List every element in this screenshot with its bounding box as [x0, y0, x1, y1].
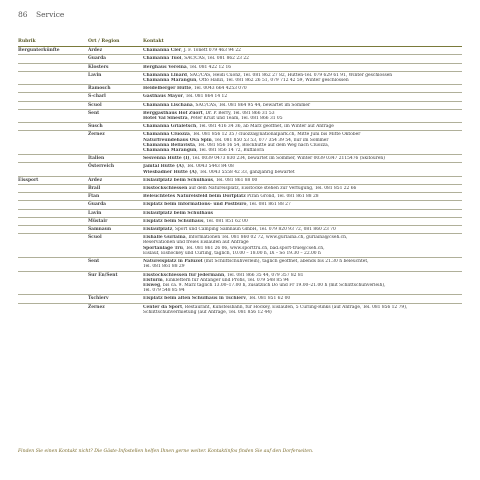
contact-details: , Dr. P. Berry, Tel. 081 866 31 53 [202, 110, 275, 116]
table-row [18, 123, 462, 131]
contact-details: (mit Schlittschuhverleih), täglich geöffnet, abends bis 21.30 h beleuchtet, [202, 259, 369, 265]
table-row [18, 271, 462, 295]
contact-name: Chamanna Cler [143, 48, 182, 54]
contact-details: Reservationen und freies Eislaufen auf Anfrage [143, 240, 249, 246]
ort-cell: Ardez [88, 176, 143, 184]
ort-cell: Italien [88, 155, 143, 163]
kontakt-cell [143, 85, 462, 93]
rubrik-cell [18, 109, 88, 122]
kontakt-cell [143, 71, 462, 84]
contact-line [143, 264, 462, 269]
contact-details: , bis ca. 9. März täglich 13.00–17.00 h, zusätzlich Do und Fr 19.00–21.00 h (mit Schlittschuhverleih), [160, 282, 386, 288]
contact-details: , Tel. 0043 5443 84 08 [183, 164, 234, 170]
rubrik-cell [18, 93, 88, 101]
rubrik-cell [18, 131, 88, 155]
contact-name: Eislaufplatz [143, 227, 173, 233]
contact-details: , Tel. 081 856 16 54, Blockhütte auf dem Weg nach Cluozza, [195, 142, 330, 148]
contact-line [143, 251, 462, 256]
table-row [18, 176, 462, 184]
contact-name: Hotel Val Sinestra [143, 116, 188, 122]
table-header-row [18, 39, 462, 47]
ort-cell: Zernez [88, 131, 143, 155]
contact-line [143, 310, 462, 315]
table-row [18, 234, 462, 258]
contact-name: Beleuchtetes Natureisfeld beim Dorfplatz [143, 194, 246, 200]
rubrik-cell [18, 295, 88, 303]
contact-name: Center da Sport [143, 304, 183, 310]
ort-cell: Ftan [88, 193, 143, 201]
column-header-rubrik: Rubrik [18, 39, 88, 47]
ort-cell: Guarda [88, 55, 143, 63]
table-row [18, 93, 462, 101]
contact-details: , Tel. 081 422 12 16 [186, 64, 232, 70]
contact-details: Tel. 079 548 85 94 [143, 288, 185, 294]
contact-line [143, 86, 462, 91]
table-row [18, 217, 462, 225]
contact-details: , Tel. 081 864 14 12 [182, 94, 228, 100]
contact-details: , Einklettern für Anfänger und Profis, Tel. 079 548 85 94 [162, 277, 289, 283]
kontakt-cell [143, 295, 462, 303]
kontakt-cell [143, 303, 462, 316]
contact-details: , Otto Hänzi, Tel. 081 862 26 51, 079 712 42 59, Winter geschlossen [196, 78, 349, 84]
contact-details: , Tel. 081 856 12 35 / cluozza@nationalpark.ch, Mitte Juni bis Mitte Oktober [189, 132, 361, 138]
contact-line [143, 103, 462, 108]
contact-details: , Sport und Camping Samnaun GmbH, Tel. 079 820 93 72, 081 860 23 70 [172, 227, 336, 233]
table-row [18, 185, 462, 193]
contact-details: auf dem Natureisplatz, Eisstöcke stehen zur Verfügung, Tel. 081 851 22 66 [187, 186, 357, 192]
rubrik-cell [18, 71, 88, 84]
rubrik-cell: Bergunterkünfte [18, 47, 88, 55]
ort-cell: Sent [88, 258, 143, 271]
ort-cell: Scuol [88, 234, 143, 258]
contact-line [143, 194, 462, 199]
contact-line [143, 65, 462, 70]
page-header [18, 10, 64, 19]
contact-name: Eislaufplatz beim Schulhaus [143, 210, 214, 216]
contact-line [143, 116, 462, 121]
table-row [18, 109, 462, 122]
kontakt-cell [143, 217, 462, 225]
contact-line [143, 219, 462, 224]
rubrik-cell [18, 226, 88, 234]
contact-name: Chamanna Grialetsch [143, 124, 197, 130]
table-row [18, 258, 462, 271]
contact-name: Wiesbadner Hütte (A) [143, 169, 197, 175]
table-row [18, 163, 462, 176]
table-row [18, 295, 462, 303]
kontakt-cell [143, 226, 462, 234]
contact-directory-table [18, 39, 462, 316]
contact-line [143, 48, 462, 53]
table-row [18, 201, 462, 209]
kontakt-cell [143, 163, 462, 176]
column-header-kontakt: Kontakt [143, 39, 462, 47]
rubrik-cell [18, 234, 88, 258]
ort-cell: Lavin [88, 209, 143, 217]
contact-details: , Restaurant, Kunsteisbahn, für Hockey, Eislaufen, 5 Curling-Rinks (auf Anfrage, Tel. 081 856 12 79), [182, 304, 408, 310]
table-row [18, 193, 462, 201]
contact-details: , Tel. 0039 0473 830 234, bewartet im Sommer, Winter 0039 0347 2115476 (Skitouren) [189, 156, 385, 162]
contact-line [143, 202, 462, 207]
ort-cell: Sur En/Sent [88, 271, 143, 295]
kontakt-cell [143, 93, 462, 101]
contact-details: , SAC/CAS, Heidi Cuonz, Tel. 081 862 27 82, Hütten-Tel. 079 629 61 91, Winter geschlossen [186, 72, 393, 78]
contact-name: Chamanna Cluozza [143, 132, 190, 138]
contact-details: , Tel. 081 851 62 00 [245, 296, 291, 302]
kontakt-cell [143, 109, 462, 122]
table-row [18, 101, 462, 109]
ort-cell: Zernez [88, 303, 143, 316]
contact-details: , Tel. 081 851 62 00 [203, 218, 248, 224]
kontakt-cell [143, 193, 462, 201]
contact-details: , J. F. Tonett 079 463 94 22 [181, 48, 241, 54]
ort-cell: Sent [88, 109, 143, 122]
contact-name: Chamanna Linard [143, 72, 187, 78]
rubrik-cell [18, 258, 88, 271]
contact-details: , Tel. 0043 5558 42 33, ganzjährig bewartet [196, 169, 295, 175]
table-row [18, 303, 462, 316]
table-row [18, 131, 462, 155]
ort-cell: Klosters [88, 63, 143, 71]
contact-line [143, 186, 462, 191]
rubrik-cell [18, 163, 88, 176]
kontakt-cell [143, 258, 462, 271]
ort-cell: S-charl [88, 93, 143, 101]
contact-name: Chamanna Tuoi [143, 56, 182, 62]
contact-details: , Tel. 081 861 88 00 [213, 177, 258, 183]
kontakt-cell [143, 131, 462, 155]
contact-name: Gasthaus Mayor [143, 94, 183, 100]
kontakt-cell [143, 101, 462, 109]
contact-name: Jamtal Hütte (A) [143, 164, 184, 170]
contact-name: Eisturm [143, 277, 163, 283]
kontakt-cell [143, 63, 462, 71]
ort-cell: Ardez [88, 47, 143, 55]
contact-line [143, 156, 462, 161]
table-row [18, 155, 462, 163]
contact-name: Natureisplatz in Palüzot [143, 259, 203, 265]
table-body [18, 47, 462, 316]
contact-name: Naturfreundehaus Ova Spin [143, 137, 212, 143]
contact-name: Chamanna Bellavista [143, 142, 196, 148]
contact-line [143, 211, 462, 216]
contact-line [143, 227, 462, 232]
contact-name: Berggasthaus Hof Zuort [143, 110, 203, 116]
table-row [18, 209, 462, 217]
table-row [18, 55, 462, 63]
contact-details: Tel. 081 861 88 29 [143, 264, 185, 270]
contact-details: , Informationen Tel. 081 860 02 72, www.gurlaina.ch, gurlaina@cseh.ch, [185, 235, 348, 241]
contact-line [143, 78, 462, 83]
rubrik-cell [18, 193, 88, 201]
contact-name: Chamanna Lischana [143, 102, 193, 108]
ort-cell: Tschierv [88, 295, 143, 303]
ort-cell: Müstair [88, 217, 143, 225]
contact-name: Chamanna Marangun [143, 148, 197, 154]
contact-line [143, 94, 462, 99]
contact-details: , Tel. 0043 664 4253 070 [191, 86, 247, 92]
kontakt-cell [143, 47, 462, 55]
table-row [18, 226, 462, 234]
contact-line [143, 178, 462, 183]
contact-details: , Tel. 081 861 88 27 [246, 202, 291, 208]
contact-name: Eisweg [143, 282, 161, 288]
contact-details: , Peter Kruit und Team, Tel. 081 866 31 05 [187, 116, 283, 122]
kontakt-cell [143, 123, 462, 131]
rubrik-cell: Eissport [18, 176, 88, 184]
contact-details: Eislauf, Eishockey und Curling, täglich, 10.00 – 18.00 h, Di – So 19.30 – 22.00 h [143, 250, 321, 256]
contact-details: Piran Grond, Tel. 081 861 88 28 [245, 194, 319, 200]
rubrik-cell [18, 185, 88, 193]
ort-cell: Lavin [88, 71, 143, 84]
rubrik-cell [18, 123, 88, 131]
kontakt-cell [143, 234, 462, 258]
rubrik-cell [18, 201, 88, 209]
ort-cell: Österreich [88, 163, 143, 176]
table-row [18, 47, 462, 55]
rubrik-cell [18, 85, 88, 93]
page-number: 86 [18, 10, 28, 19]
rubrik-cell [18, 101, 88, 109]
footer-note: Finden Sie einen Kontakt nicht? Die Gäste-Infostellen helfen Ihnen gerne weiter. Kontaktinfos finden Sie auf den Dorferseiten. [18, 449, 314, 454]
table-row [18, 71, 462, 84]
contact-details: Schlittschuhvermietung (auf Anfrage, Tel. 081 856 12 44) [143, 309, 272, 315]
contact-name: Eishalle Gurlaina [143, 235, 186, 241]
rubrik-cell [18, 209, 88, 217]
contact-details: , Tel. 081 861 26 06, www.sporttrü.ch, bad.sport-true@cseh.ch, [182, 245, 325, 251]
kontakt-cell [143, 185, 462, 193]
kontakt-cell [143, 201, 462, 209]
contact-line [143, 296, 462, 301]
kontakt-cell [143, 155, 462, 163]
contact-name: Eisstockschiessen für jedermann [143, 272, 225, 278]
rubrik-cell [18, 303, 88, 316]
contact-name: Eisplatz beim Schulhaus [143, 218, 204, 224]
table-row [18, 63, 462, 71]
contact-line [143, 288, 462, 293]
ort-cell: Susch [88, 123, 143, 131]
contact-name: Eisplatz beim Informations- und Postbüro [143, 202, 247, 208]
contact-details: , Tel. 081 866 35 44, 079 357 82 81 [224, 272, 304, 278]
kontakt-cell [143, 176, 462, 184]
contact-line [143, 56, 462, 61]
contact-details: , SAC/CAS, Tel. 081 862 23 22 [181, 56, 249, 62]
rubrik-cell [18, 271, 88, 295]
contact-name: Eisstockschiessen [143, 186, 188, 192]
kontakt-cell [143, 271, 462, 295]
section-title: Service [35, 10, 65, 19]
kontakt-cell [143, 55, 462, 63]
contact-details: , Tel. 081 856 14 72, Buffalora [196, 148, 264, 154]
contact-name: Sportanlage Trü [143, 245, 183, 251]
ort-cell: Brail [88, 185, 143, 193]
column-header-ort: Ort / Region [88, 39, 143, 47]
kontakt-cell [143, 209, 462, 217]
contact-line [143, 124, 462, 129]
contact-name: Heidelberger Hütte [143, 86, 192, 92]
contact-name: Eisplatz beim alten Schulhaus in Tschierv [143, 296, 246, 302]
rubrik-cell [18, 155, 88, 163]
table-row [18, 85, 462, 93]
contact-details: , Tel. 081 850 53 53, 077 354 39 54, nur im Sommer [211, 137, 329, 143]
contact-name: Sesvenna Hütte (I) [143, 156, 190, 162]
rubrik-cell [18, 217, 88, 225]
contact-name: Eislaufplatz beim Schulhaus [143, 177, 214, 183]
contact-name: Chamanna Marangun [143, 78, 197, 84]
contact-line [143, 148, 462, 153]
ort-cell: Guarda [88, 201, 143, 209]
contact-line [143, 170, 462, 175]
contact-details: , Tel. 081 416 34 36, ab März geöffnet, im Winter auf Anfrage [196, 124, 334, 130]
ort-cell: Samnaun [88, 226, 143, 234]
rubrik-cell [18, 55, 88, 63]
ort-cell: Scuol [88, 101, 143, 109]
ort-cell: Ramosch [88, 85, 143, 93]
rubrik-cell [18, 63, 88, 71]
contact-details: , SAC/CAS, Tel. 081 864 95 44, bewartet im Sommer [192, 102, 311, 108]
contact-name: Berghaus Vereina [143, 64, 187, 70]
